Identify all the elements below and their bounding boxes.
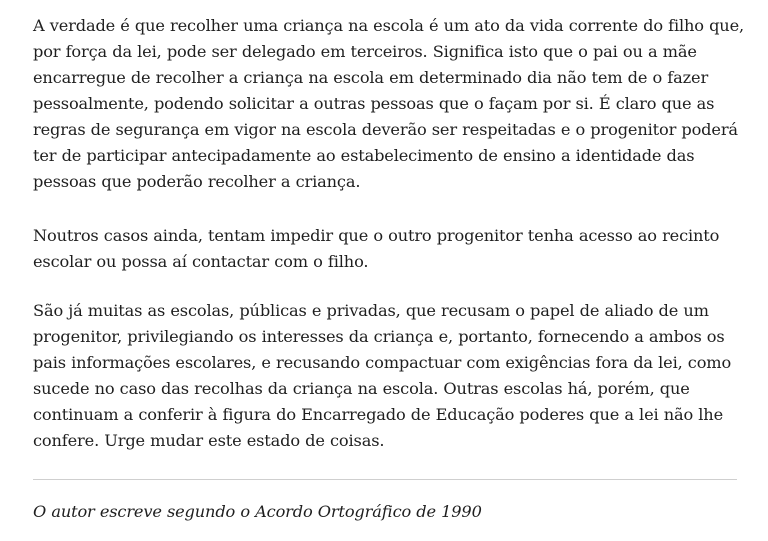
article-paragraph-1: A verdade é que recolher uma criança na escola é um ato da vida corrente do filho que, por força da lei, pode ser delegado em terceiros. Significa isto que o pai ou a mãe encarregue de recolher a criança na escola em determinado dia não tem de o fazer pessoalmente, podendo solicitar a outras pessoas que o façam por si. É claro que as regras de segurança em vigor na escola deverão ser respeitadas e o progenitor poderá ter de participar antecipadamente ao estabelecimento de ensino a identidade das pessoas que poderão recolher a criança.	[33, 16, 745, 191]
article-paragraph-3: São já muitas as escolas, públicas e privadas, que recusam o papel de aliado de um progenitor, privilegiando os interesses da criança e, portanto, fornecendo a ambos os pais informações escolares, e recusando compactuar com exigências fora da lei, como sucede no caso das recolhas da criança na escola. Outras escolas há, porém, que continuam a conferir à figura do Encarregado de Educação poderes que a lei não lhe confere. Urge mudar este estado de coisas.	[33, 301, 732, 450]
author-note: O autor escreve segundo o Acordo Ortográfico de 1990	[33, 502, 482, 521]
article-paragraph-2: Noutros casos ainda, tentam impedir que o outro progenitor tenha acesso ao recinto escolar ou possa aí contactar com o filho.	[33, 226, 720, 271]
divider	[33, 479, 737, 480]
article-body	[33, 13, 745, 521]
